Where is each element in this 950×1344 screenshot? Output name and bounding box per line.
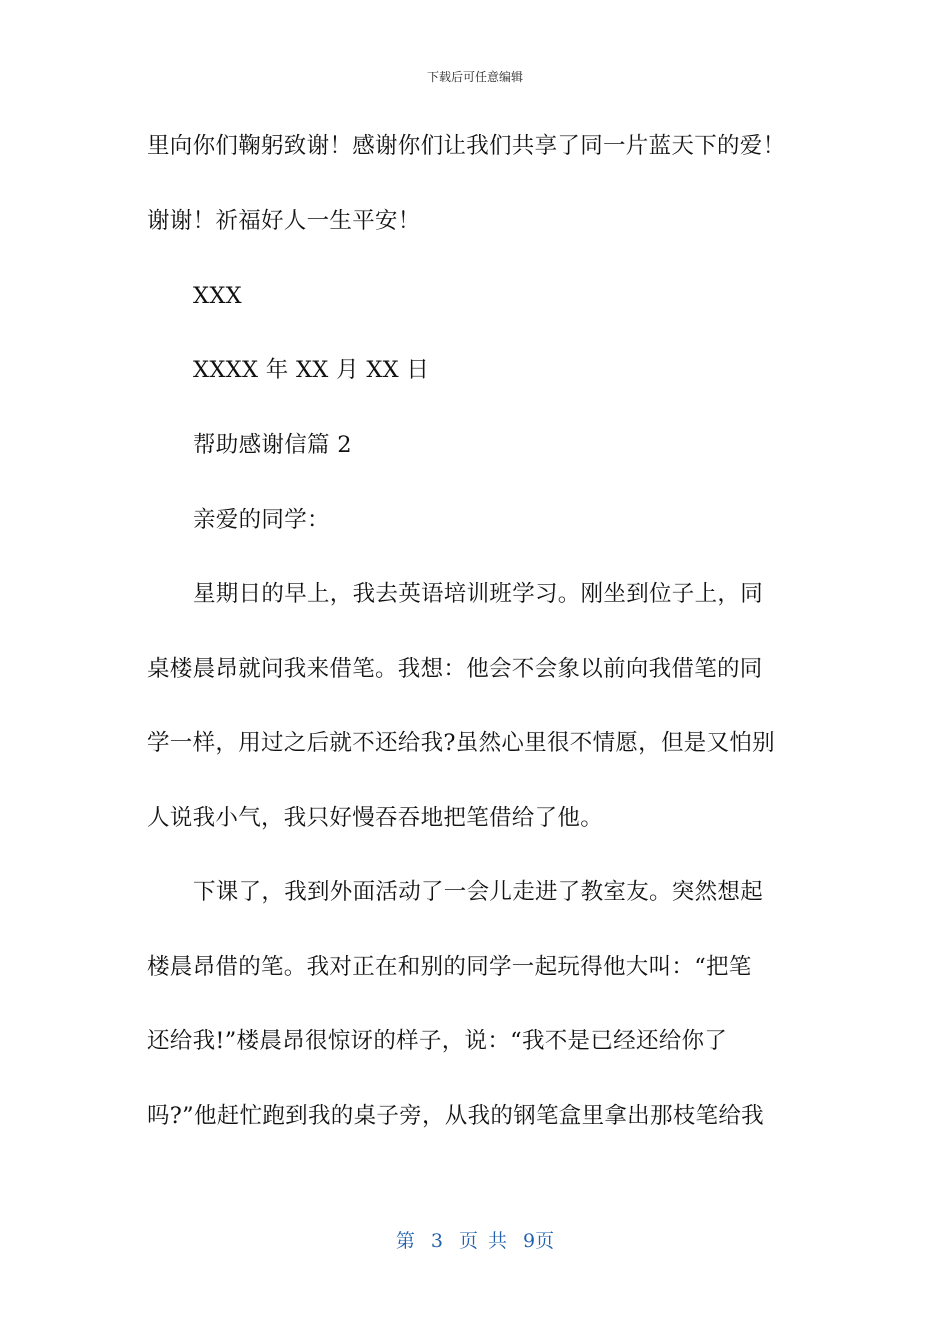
body-line: 谢谢！祈福好人一生平安！ [147,208,421,234]
body-line: 桌楼晨昂就问我来借笔。我想：他会不会象以前向我借笔的同 [147,656,763,682]
footer-prefix: 第 [395,1230,415,1252]
salutation: 亲爱的同学： [193,507,330,533]
footer-page-number: 3 [430,1230,443,1252]
body-line: 学一样，用过之后就不还给我?虽然心里很不情愿，但是又怕别 [147,730,775,756]
body-line: 里向你们鞠躬致谢！感谢你们让我们共享了同一片蓝天下的爱！ [147,133,786,159]
body-line: 下课了，我到外面活动了一会儿走进了教室友。突然想起 [193,879,764,905]
body-line: 楼晨昂借的笔。我对正在和别的同学一起玩得他大叫：“把笔 [147,954,752,980]
body-line: 还给我!”楼晨昂很惊讶的样子，说：“我不是已经还给你了 [147,1028,728,1054]
page-footer [0,1226,950,1253]
body-line: 星期日的早上，我去英语培训班学习。刚坐到位子上，同 [193,581,764,607]
footer-middle: 页 共 [458,1230,508,1252]
body-line: 吗?”他赶忙跑到我的桌子旁，从我的钢笔盒里拿出那枝笔给我 [147,1103,764,1129]
signature-name: XXX [193,283,242,309]
section-title: 帮助感谢信篇 2 [193,432,352,458]
body-line: 人说我小气，我只好慢吞吞地把笔借给了他。 [147,805,604,831]
signature-date: XXXX 年 XX 月 XX 日 [193,357,430,383]
page-header: 下载后可任意编辑 [426,70,523,84]
footer-total: 9页 [523,1230,555,1252]
